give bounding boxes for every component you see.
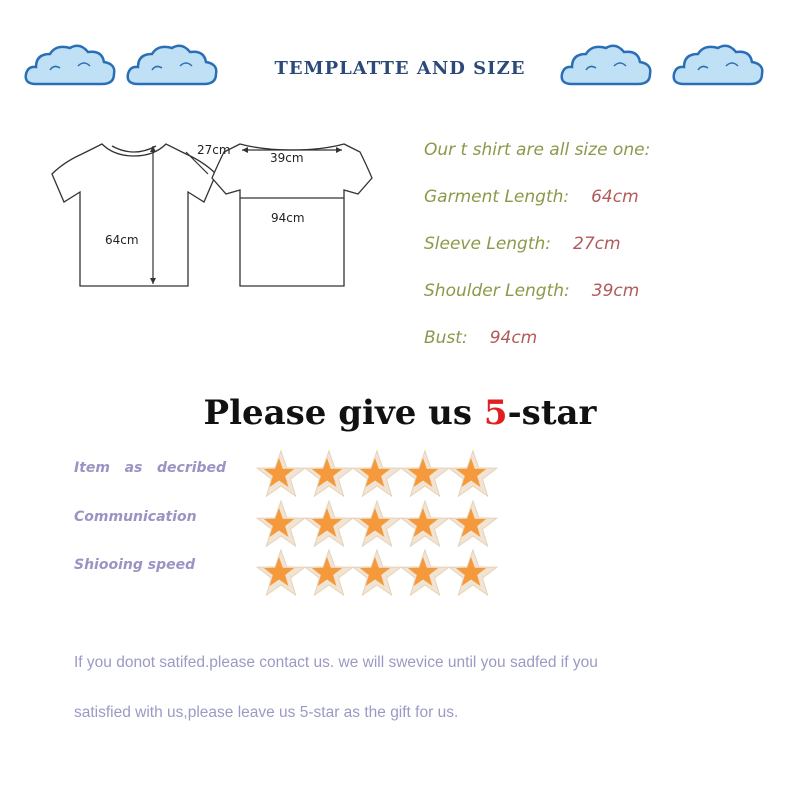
spec-label: Shoulder Length: — [424, 281, 570, 301]
star-icon — [401, 501, 449, 546]
rating-label-communication: Communication — [74, 509, 197, 525]
rating-label-shipping-speed: Shiooing speed — [74, 557, 196, 573]
spec-row-garment-length — [424, 187, 639, 207]
five-star-headline — [0, 393, 800, 433]
spec-row-shoulder-length — [424, 281, 639, 301]
spec-row-sleeve-length — [424, 234, 621, 254]
page-title: TEMPLATTE AND SIZE — [274, 58, 526, 79]
spec-row-bust — [424, 328, 537, 348]
spec-label: Garment Length: — [424, 187, 570, 207]
star-icon — [449, 550, 497, 595]
star-icon — [353, 451, 401, 496]
headline-highlight: 5 — [483, 393, 508, 433]
star-icon — [401, 550, 449, 595]
spec-value: 27cm — [573, 234, 621, 254]
length-measure-label: 64cm — [105, 233, 139, 247]
spec-value: 39cm — [591, 281, 640, 301]
size-intro: Our t shirt are all size one: — [424, 140, 651, 160]
tshirt-front-icon — [52, 144, 216, 286]
star-icon — [257, 501, 305, 546]
star-icon — [305, 451, 353, 496]
spec-value: 64cm — [591, 187, 639, 207]
star-icon — [257, 550, 305, 595]
star-rating-row — [254, 546, 504, 596]
star-rating-row — [254, 447, 504, 497]
spec-value: 94cm — [489, 328, 538, 348]
spec-label: Sleeve Length: — [424, 234, 552, 254]
star-icon — [449, 451, 497, 496]
star-icon — [449, 501, 497, 546]
star-icon — [305, 550, 353, 595]
star-rating-row — [254, 497, 504, 547]
headline-text: Please give us — [203, 393, 484, 433]
star-icon — [353, 501, 401, 546]
bust-measure-label: 94cm — [271, 211, 305, 225]
star-icon — [401, 451, 449, 496]
note-line-1: If you donot satifed.please contact us. we will swevice until you sadfed if you — [74, 654, 598, 671]
note-line-2: satisfied with us,please leave us 5-star as the gift for us. — [74, 704, 459, 721]
spec-label: Bust: — [424, 328, 468, 348]
shoulder-measure-label: 39cm — [270, 151, 304, 165]
headline-text: -star — [507, 393, 597, 433]
star-icon — [305, 501, 353, 546]
star-icon — [353, 550, 401, 595]
rating-label-item-described: Item as decribed — [74, 460, 227, 476]
sleeve-measure-label: 27cm — [197, 143, 231, 157]
star-icon — [257, 451, 305, 496]
